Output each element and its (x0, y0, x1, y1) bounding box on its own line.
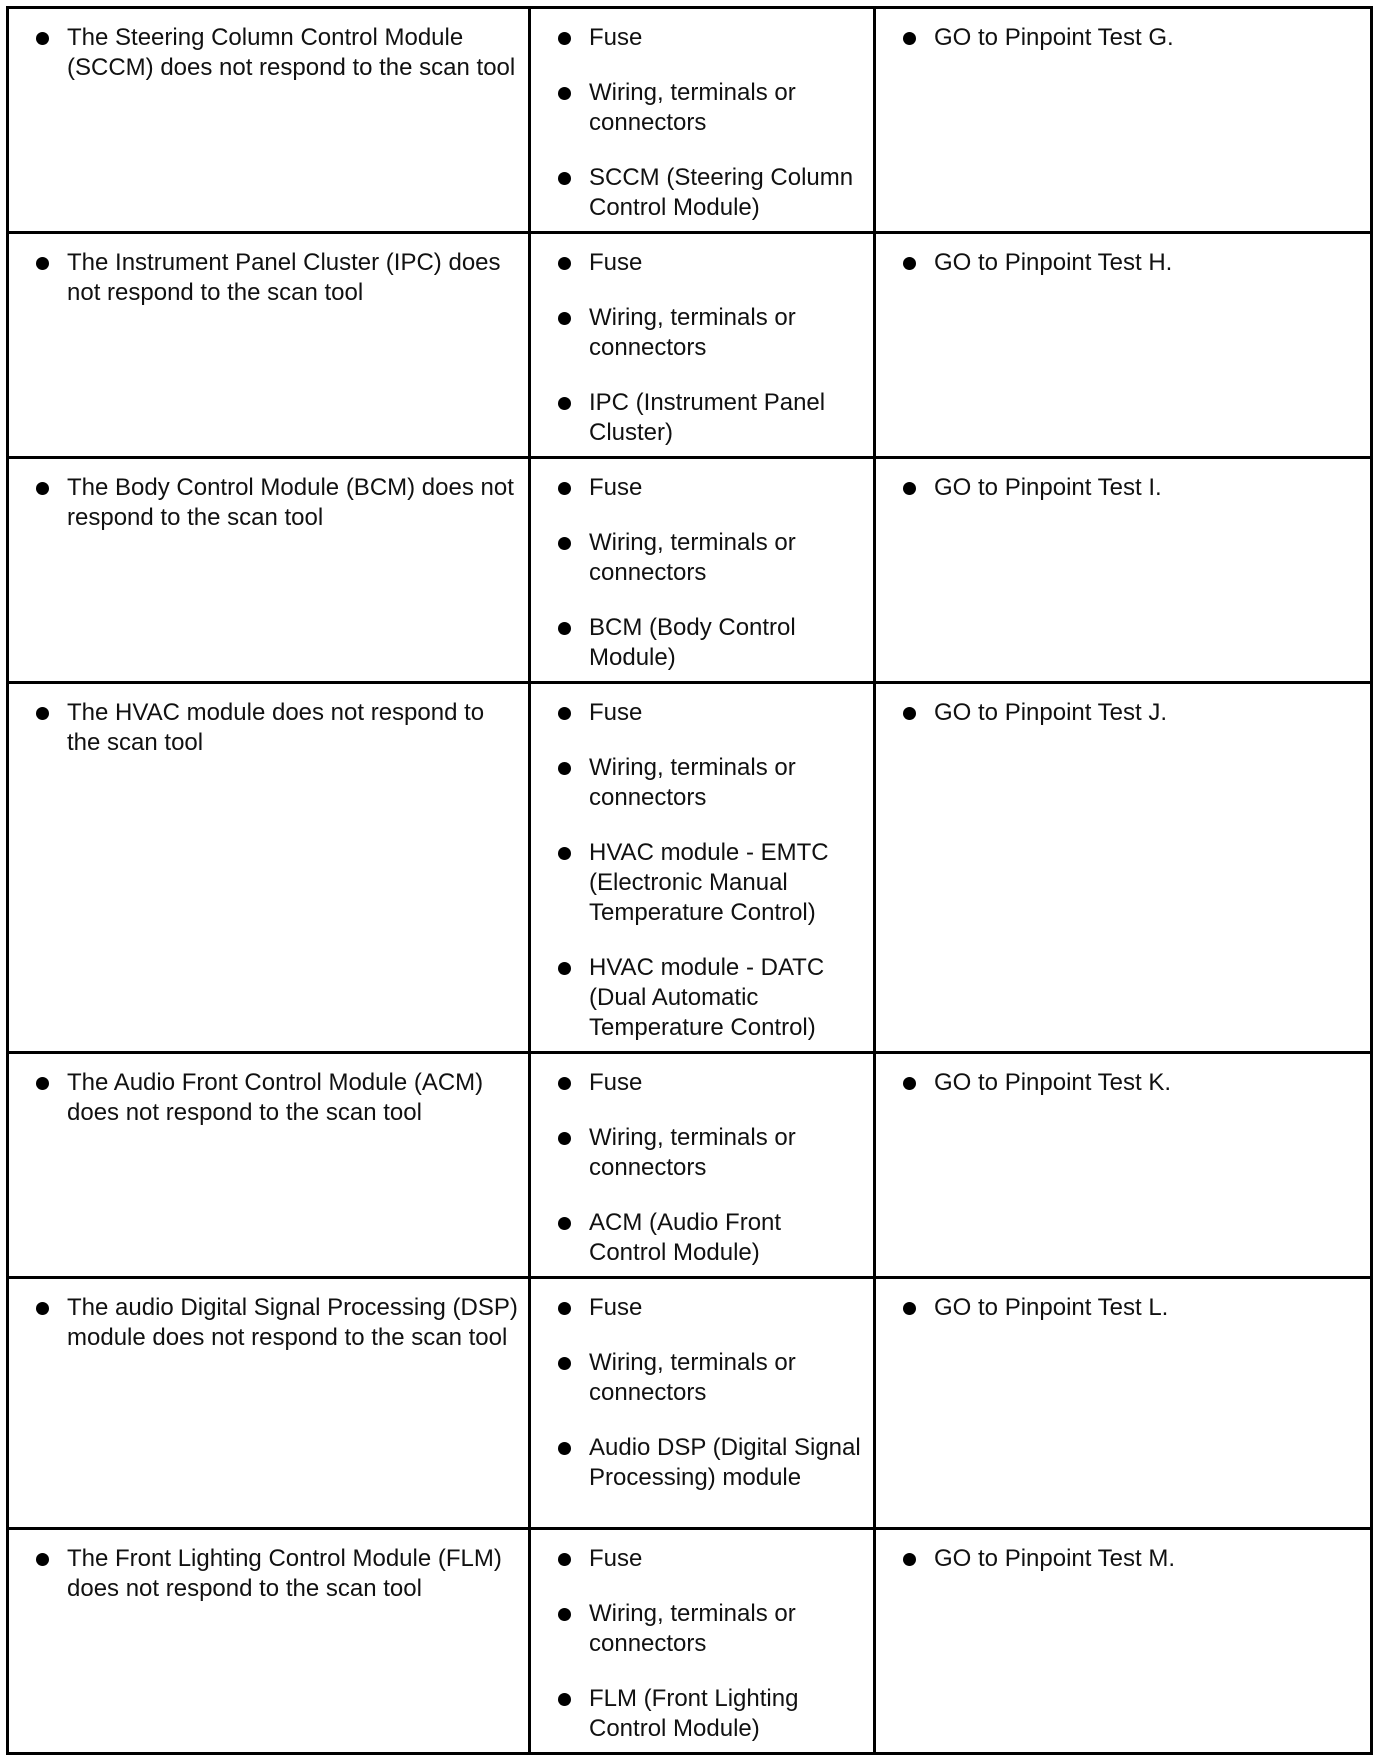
symptom-cell (8, 683, 530, 1053)
bullet-icon (558, 172, 571, 185)
table-body (8, 8, 1372, 1754)
table-row (8, 458, 1372, 683)
causes-list (539, 1068, 865, 1268)
action-cell (875, 233, 1372, 458)
table-row (8, 683, 1372, 1053)
cause-item (539, 78, 865, 138)
bullet-icon (903, 1302, 916, 1315)
cause-item (539, 753, 865, 813)
cause-item (539, 1348, 865, 1408)
cause-text: BCM (Body Control Module) (589, 614, 796, 671)
cause-item (539, 838, 865, 928)
cause-text: ACM (Audio Front Control Module) (589, 1209, 782, 1266)
action-cell (875, 1053, 1372, 1278)
bullet-icon (36, 257, 49, 270)
symptom-text: The audio Digital Signal Processing (DSP) module does not respond to the scan tool (67, 1294, 518, 1351)
bullet-icon (558, 87, 571, 100)
symptom-list (17, 248, 520, 308)
possible-causes-cell (530, 8, 875, 233)
symptom-item (17, 248, 520, 308)
action-text: GO to Pinpoint Test H. (934, 249, 1173, 276)
bullet-icon (558, 847, 571, 860)
possible-causes-cell (530, 1053, 875, 1278)
table-row (8, 8, 1372, 233)
action-list (884, 23, 1362, 53)
bullet-icon (558, 1217, 571, 1230)
cause-item (539, 613, 865, 673)
bullet-icon (903, 482, 916, 495)
cause-item (539, 248, 865, 278)
bullet-icon (558, 1357, 571, 1370)
symptom-text: The Instrument Panel Cluster (IPC) does not respond to the scan tool (67, 249, 501, 306)
bullet-icon (558, 32, 571, 45)
cause-text: Fuse (589, 24, 643, 51)
causes-list (539, 248, 865, 448)
action-item (884, 23, 1362, 53)
bullet-icon (558, 312, 571, 325)
symptom-item (17, 1068, 520, 1128)
bullet-icon (558, 622, 571, 635)
action-list (884, 698, 1362, 728)
diagnostic-table (6, 6, 1373, 1755)
bullet-icon (558, 1077, 571, 1090)
action-list (884, 473, 1362, 503)
bullet-icon (903, 1553, 916, 1566)
action-cell (875, 683, 1372, 1053)
cause-item (539, 1684, 865, 1744)
cause-text: Wiring, terminals or connectors (589, 1124, 796, 1181)
cause-item (539, 1068, 865, 1098)
symptom-item (17, 1544, 520, 1604)
cause-text: Audio DSP (Digital Signal Processing) module (589, 1434, 861, 1491)
symptom-cell (8, 458, 530, 683)
bullet-icon (36, 1553, 49, 1566)
bullet-icon (558, 537, 571, 550)
cause-item (539, 1123, 865, 1183)
bullet-icon (36, 32, 49, 45)
action-item (884, 473, 1362, 503)
causes-list (539, 1293, 865, 1493)
action-cell (875, 1278, 1372, 1529)
bullet-icon (558, 257, 571, 270)
cause-item (539, 388, 865, 448)
bullet-icon (903, 1077, 916, 1090)
bullet-icon (903, 707, 916, 720)
cause-item (539, 1293, 865, 1323)
action-list (884, 1068, 1362, 1098)
bullet-icon (36, 1302, 49, 1315)
bullet-icon (558, 397, 571, 410)
cause-text: Fuse (589, 699, 643, 726)
symptom-item (17, 473, 520, 533)
action-item (884, 1293, 1362, 1323)
cause-text: SCCM (Steering Column Control Module) (589, 164, 854, 221)
causes-list (539, 698, 865, 1043)
possible-causes-cell (530, 683, 875, 1053)
action-text: GO to Pinpoint Test I. (934, 474, 1162, 501)
cause-text: Wiring, terminals or connectors (589, 79, 796, 136)
action-cell (875, 458, 1372, 683)
cause-item (539, 528, 865, 588)
symptom-item (17, 1293, 520, 1353)
cause-item (539, 953, 865, 1043)
symptom-list (17, 698, 520, 758)
action-list (884, 248, 1362, 278)
action-item (884, 698, 1362, 728)
cause-text: Wiring, terminals or connectors (589, 1600, 796, 1657)
symptom-item (17, 698, 520, 758)
cause-text: HVAC module - DATC (Dual Automatic Temperature Control) (589, 954, 825, 1041)
action-cell (875, 1529, 1372, 1754)
symptom-list (17, 1293, 520, 1353)
cause-text: HVAC module - EMTC (Electronic Manual Temperature Control) (589, 839, 829, 926)
possible-causes-cell (530, 1278, 875, 1529)
cause-item (539, 1433, 865, 1493)
symptom-text: The Front Lighting Control Module (FLM) does not respond to the scan tool (67, 1545, 502, 1602)
symptom-list (17, 473, 520, 533)
symptom-cell (8, 1278, 530, 1529)
bullet-icon (903, 32, 916, 45)
action-list (884, 1293, 1362, 1323)
symptom-item (17, 23, 520, 83)
cause-item (539, 1544, 865, 1574)
table-row (8, 1053, 1372, 1278)
symptom-text: The HVAC module does not respond to the scan tool (67, 699, 485, 756)
cause-text: Fuse (589, 249, 643, 276)
cause-item (539, 473, 865, 503)
cause-text: Wiring, terminals or connectors (589, 754, 796, 811)
cause-text: Wiring, terminals or connectors (589, 529, 796, 586)
cause-item (539, 1208, 865, 1268)
bullet-icon (558, 482, 571, 495)
action-text: GO to Pinpoint Test M. (934, 1545, 1175, 1572)
causes-list (539, 23, 865, 223)
symptom-cell (8, 8, 530, 233)
symptom-cell (8, 1529, 530, 1754)
symptom-text: The Steering Column Control Module (SCCM) does not respond to the scan tool (67, 24, 516, 81)
bullet-icon (558, 707, 571, 720)
bullet-icon (36, 482, 49, 495)
bullet-icon (558, 1302, 571, 1315)
action-list (884, 1544, 1362, 1574)
possible-causes-cell (530, 1529, 875, 1754)
action-item (884, 248, 1362, 278)
action-item (884, 1068, 1362, 1098)
bullet-icon (36, 707, 49, 720)
bullet-icon (558, 1693, 571, 1706)
symptom-cell (8, 1053, 530, 1278)
cause-text: Wiring, terminals or connectors (589, 304, 796, 361)
action-text: GO to Pinpoint Test J. (934, 699, 1168, 726)
table-row (8, 1278, 1372, 1529)
cause-item (539, 698, 865, 728)
symptom-text: The Body Control Module (BCM) does not respond to the scan tool (67, 474, 514, 531)
bullet-icon (558, 1608, 571, 1621)
possible-causes-cell (530, 233, 875, 458)
causes-list (539, 1544, 865, 1744)
cause-text: FLM (Front Lighting Control Module) (589, 1685, 799, 1742)
table-row (8, 233, 1372, 458)
bullet-icon (558, 1132, 571, 1145)
bullet-icon (558, 1442, 571, 1455)
possible-causes-cell (530, 458, 875, 683)
symptom-list (17, 1544, 520, 1604)
cause-item (539, 23, 865, 53)
bullet-icon (558, 762, 571, 775)
cause-item (539, 303, 865, 363)
symptom-list (17, 1068, 520, 1128)
bullet-icon (36, 1077, 49, 1090)
symptom-text: The Audio Front Control Module (ACM) does not respond to the scan tool (67, 1069, 484, 1126)
bullet-icon (558, 1553, 571, 1566)
action-cell (875, 8, 1372, 233)
cause-text: IPC (Instrument Panel Cluster) (589, 389, 826, 446)
cause-text: Fuse (589, 1069, 643, 1096)
table-row (8, 1529, 1372, 1754)
cause-item (539, 163, 865, 223)
cause-text: Fuse (589, 474, 643, 501)
cause-item (539, 1599, 865, 1659)
symptom-list (17, 23, 520, 83)
action-text: GO to Pinpoint Test K. (934, 1069, 1172, 1096)
cause-text: Fuse (589, 1545, 643, 1572)
action-item (884, 1544, 1362, 1574)
cause-text: Wiring, terminals or connectors (589, 1349, 796, 1406)
action-text: GO to Pinpoint Test G. (934, 24, 1174, 51)
symptom-cell (8, 233, 530, 458)
cause-text: Fuse (589, 1294, 643, 1321)
bullet-icon (558, 962, 571, 975)
bullet-icon (903, 257, 916, 270)
action-text: GO to Pinpoint Test L. (934, 1294, 1169, 1321)
causes-list (539, 473, 865, 673)
